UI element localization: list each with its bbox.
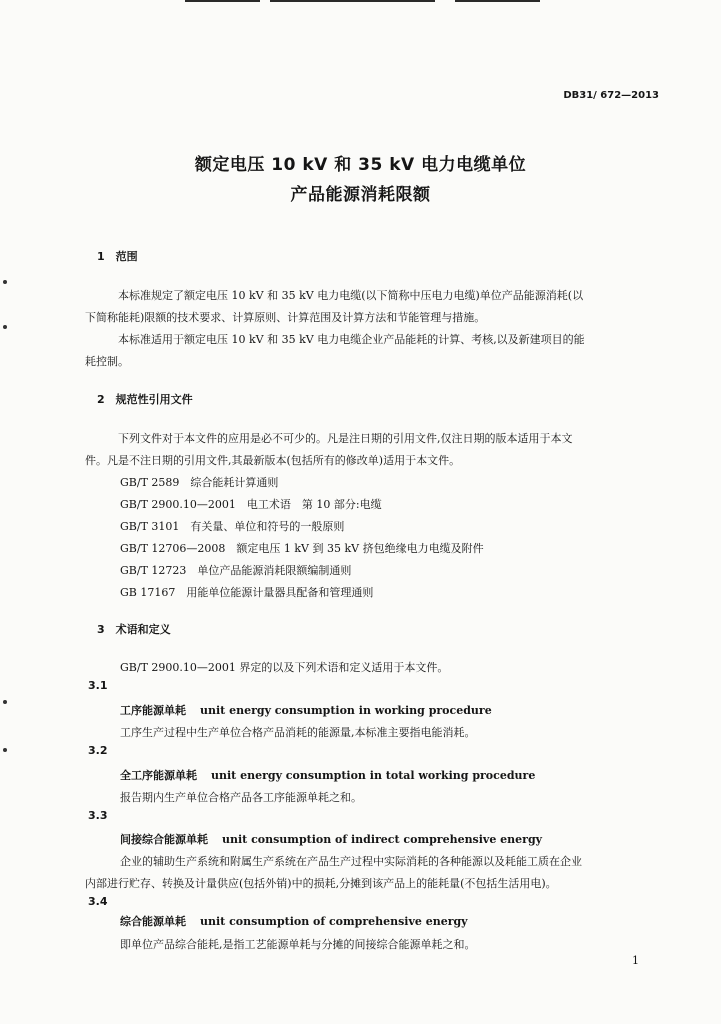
clause-number: 3.4 (88, 895, 108, 908)
term-chinese: 综合能源单耗 (120, 915, 186, 928)
clause-number: 3.2 (88, 744, 108, 757)
reference-item: GB/T 12706—2008 额定电压 1 kV 到 35 kV 挤包绝缘电力电缆及附件 (120, 542, 484, 555)
references-intro-line-2: 件。凡是不注日期的引用文件,其最新版本(包括所有的修改单)适用于本文件。 (85, 454, 461, 467)
scan-edge-mark (455, 0, 540, 2)
term-definition: 即单位产品综合能耗,是指工艺能源单耗与分摊的间接综合能源单耗之和。 (120, 938, 476, 951)
terms-intro: GB/T 2900.10—2001 界定的以及下列术语和定义适用于本文件。 (120, 661, 449, 674)
punch-hole-mark (3, 748, 7, 752)
section-heading-terms: 3 术语和定义 (97, 623, 171, 636)
clause-number: 3.1 (88, 679, 108, 692)
term-english: unit energy consumption in total working procedure (211, 769, 536, 782)
term-entry (120, 702, 492, 718)
scope-paragraph-2-line-2: 耗控制。 (85, 355, 129, 368)
reference-item: GB/T 2589 综合能耗计算通则 (120, 476, 279, 489)
scan-edge-mark (270, 0, 435, 2)
term-definition: 内部进行贮存、转换及计量供应(包括外销)中的损耗,分摊到该产品上的能耗量(不包括生活用电)。 (85, 877, 557, 890)
term-chinese: 工序能源单耗 (120, 704, 186, 717)
reference-item: GB/T 12723 单位产品能源消耗限额编制通则 (120, 564, 352, 577)
term-chinese: 间接综合能源单耗 (120, 833, 208, 846)
term-definition: 工序生产过程中生产单位合格产品消耗的能源量,本标准主要指电能消耗。 (120, 726, 476, 739)
reference-item: GB/T 3101 有关量、单位和符号的一般原则 (120, 520, 345, 533)
section-heading-references: 2 规范性引用文件 (97, 393, 193, 406)
term-entry (120, 831, 542, 847)
clause-number: 3.3 (88, 809, 108, 822)
document-title-line2: 产品能源消耗限额 (290, 185, 431, 205)
scope-paragraph-1-line-1: 本标准规定了额定电压 10 kV 和 35 kV 电力电缆(以下简称中压电力电缆)单位产品能源消耗(以 (118, 289, 584, 302)
reference-item: GB/T 2900.10—2001 电工术语 第 10 部分:电缆 (120, 498, 382, 511)
term-english: unit energy consumption in working procedure (200, 704, 492, 717)
scope-paragraph-1-line-2: 下简称能耗)限额的技术要求、计算原则、计算范围及计算方法和节能管理与措施。 (85, 311, 486, 324)
punch-hole-mark (3, 280, 7, 284)
reference-item: GB 17167 用能单位能源计量器具配备和管理通则 (120, 586, 374, 599)
term-entry (120, 913, 468, 929)
document-title-line1: 额定电压 10 kV 和 35 kV 电力电缆单位 (194, 155, 527, 175)
term-english: unit consumption of indirect comprehensive energy (222, 833, 543, 846)
punch-hole-mark (3, 325, 7, 329)
term-entry (120, 767, 535, 783)
scan-edge-mark (185, 0, 260, 2)
references-intro-line-1: 下列文件对于本文件的应用是必不可少的。凡是注日期的引用文件,仅注日期的版本适用于本文 (118, 432, 573, 445)
punch-hole-mark (3, 700, 7, 704)
section-heading-scope: 1 范围 (97, 250, 138, 263)
term-definition: 报告期内生产单位合格产品各工序能源单耗之和。 (120, 791, 362, 804)
term-english: unit consumption of comprehensive energy (200, 915, 468, 928)
term-definition: 企业的辅助生产系统和附属生产系统在产品生产过程中实际消耗的各种能源以及耗能工质在企业 (120, 855, 582, 868)
page-number: 1 (632, 954, 639, 967)
term-chinese: 全工序能源单耗 (120, 769, 197, 782)
standard-number: DB31/ 672—2013 (563, 90, 659, 101)
scope-paragraph-2-line-1: 本标准适用于额定电压 10 kV 和 35 kV 电力电缆企业产品能耗的计算、考核,以及新建项目的能 (118, 333, 585, 346)
